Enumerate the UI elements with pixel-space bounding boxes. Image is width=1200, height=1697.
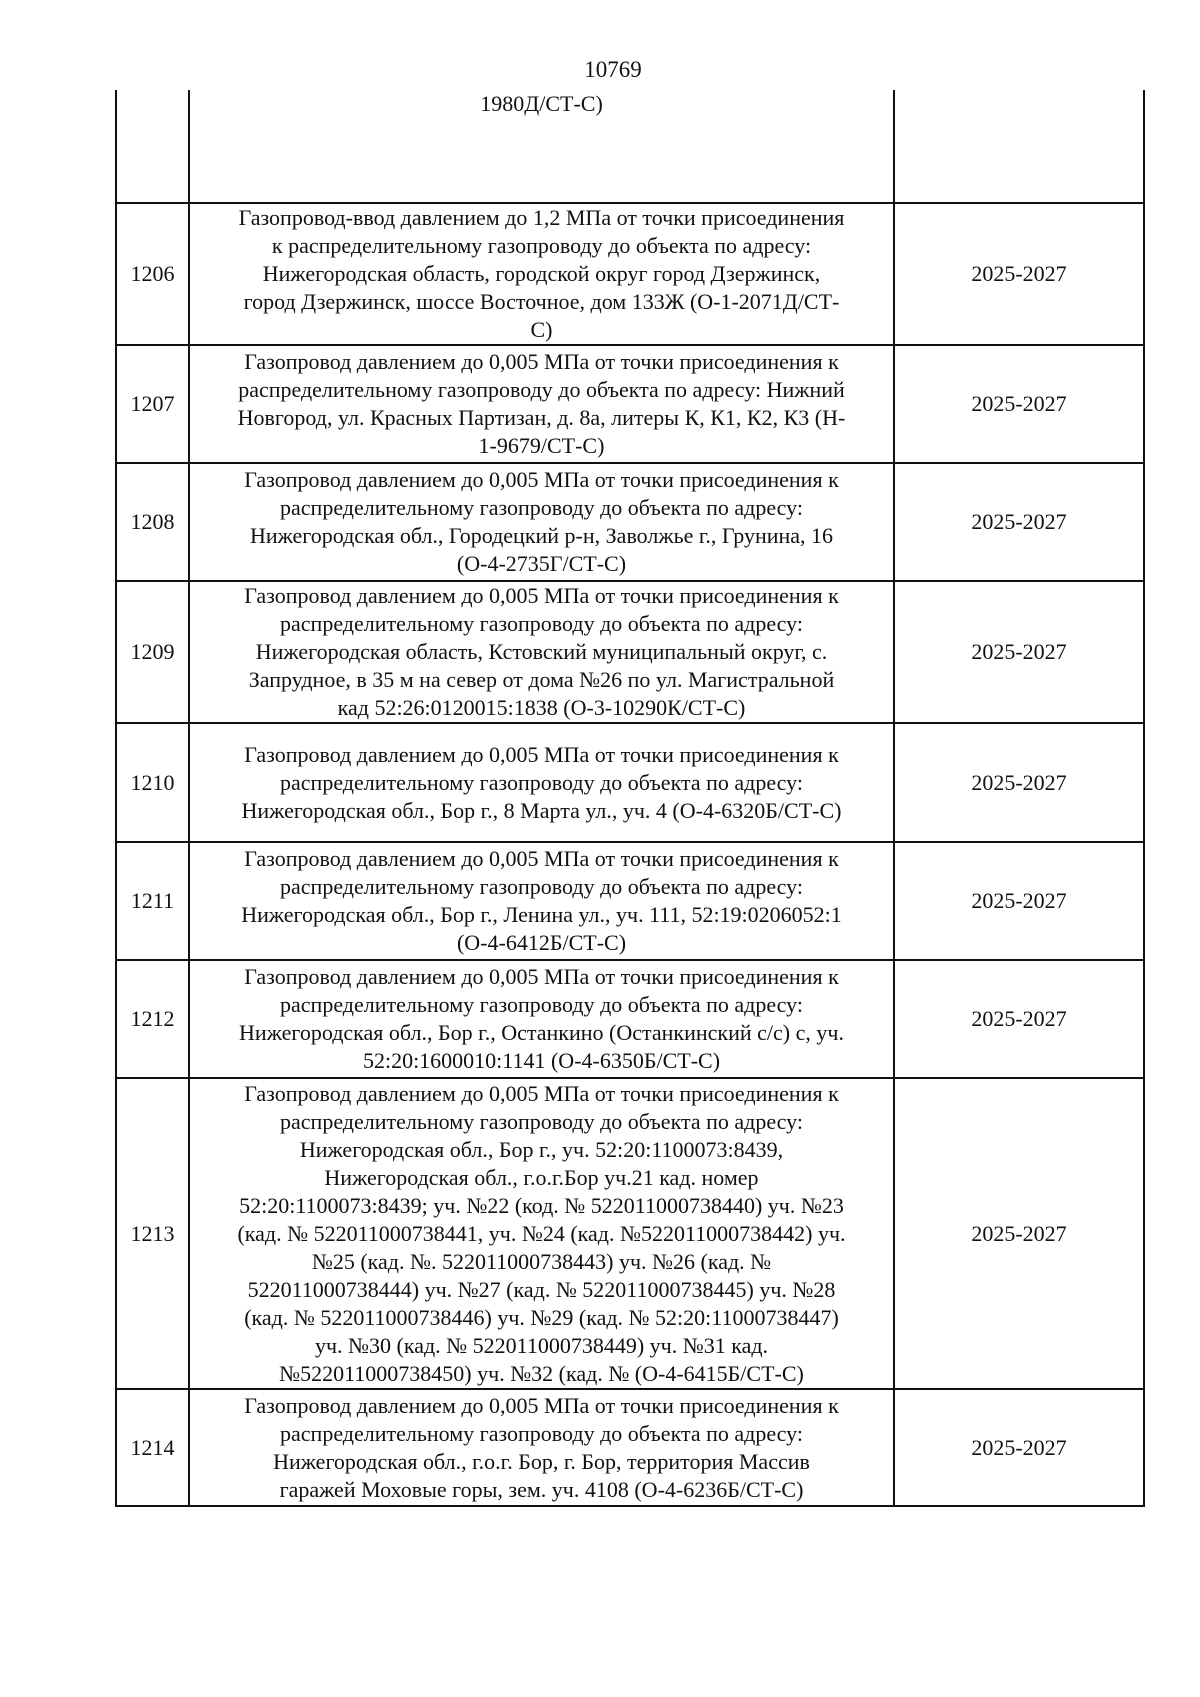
row-description-text: Газопровод давлением до 0,005 МПа от точки присоединения к распределительному газопроводу до объекта по адресу: Нижегородская область, Кстовский муниципальный округ, с. Запрудное, в 35 м на север от дома №26 по ул. Магистральной кад 52:26:0120015:1838 (О-3-10290К/СТ-С) — [244, 583, 839, 720]
row-period: 2025-2027 — [894, 345, 1144, 463]
row-number: 1209 — [116, 581, 189, 723]
row-description — [189, 203, 894, 345]
row-number: 1207 — [116, 345, 189, 463]
row-period: 2025-2027 — [894, 1389, 1144, 1506]
table-row — [116, 345, 1144, 463]
row-description-text: Газопровод давлением до 0,005 МПа от точки присоединения к распределительному газопроводу до объекта по адресу: Нижегородская обл., Городецкий р-н, Заволжье г., Грунина, 16 (О-4-2735Г/СТ-С) — [244, 467, 839, 576]
row-number: 1211 — [116, 842, 189, 960]
row-description — [189, 723, 894, 842]
row-number — [116, 90, 189, 203]
row-period: 2025-2027 — [894, 581, 1144, 723]
row-number: 1210 — [116, 723, 189, 842]
row-number: 1212 — [116, 960, 189, 1078]
row-number: 1214 — [116, 1389, 189, 1506]
row-description — [189, 960, 894, 1078]
row-description — [189, 1389, 894, 1506]
row-number: 1213 — [116, 1078, 189, 1389]
row-period: 2025-2027 — [894, 723, 1144, 842]
row-description-text: 1980Д/СТ-С) — [480, 91, 603, 116]
row-description-text: Газопровод давлением до 0,005 МПа от точки присоединения к распределительному газопроводу до объекта по адресу: Нижегородская обл., Бор г., Ленина ул., уч. 111, 52:19:0206052:1 (О-4-6412Б/СТ-С) — [241, 846, 842, 955]
objects-table — [115, 90, 1145, 1507]
page-number: 10769 — [584, 57, 642, 82]
row-description-text: Газопровод давлением до 0,005 МПа от точки присоединения к распределительному газопроводу до объекта по адресу: Нижегородская обл., Бор г., уч. 52:20:1100073:8439, Нижегородская обл., г.о.г.Бор уч.21 кад. номер 52:20:1100073:8439; уч. №22 (код. № 522011000738440) уч. №23 (кад. № 522011000738441, уч. №24 (кад. №522011000738442) уч. №25 (кад. №. 522011000738443) уч. №26 (кад. № 522011000738444) уч. №27 (кад. № 522011000738445) уч. №28 (кад. № 522011000738446) уч. №29 (кад. № 52:20:11000738447) уч. №30 (кад. № 522011000738449) уч. №31 кад. №522011000738450) уч. №32 (кад. № (О-4-6415Б/СТ-С) — [237, 1080, 846, 1386]
row-description-text: Газопровод давлением до 0,005 МПа от точки присоединения к распределительному газопроводу до объекта по адресу: Нижний Новгород, ул. Красных Партизан, д. 8а, литеры К, К1, К2, К3 (Н- 1-9679/СТ-С) — [237, 349, 846, 458]
row-period: 2025-2027 — [894, 203, 1144, 345]
row-description-text: Газопровод-ввод давлением до 1,2 МПа от точки присоединения к распределительному газопроводу до объекта по адресу: Нижегородская область, городской округ город Дзержинск, город Дзержинск, шоссе Восточное, дом 133Ж (О-1-2071Д/СТ- С) — [238, 205, 845, 342]
table-row — [116, 90, 1144, 203]
row-description — [189, 1078, 894, 1389]
row-period: 2025-2027 — [894, 463, 1144, 581]
row-period: 2025-2027 — [894, 1078, 1144, 1389]
table-row — [116, 1078, 1144, 1389]
row-number: 1208 — [116, 463, 189, 581]
table-row — [116, 960, 1144, 1078]
table-row — [116, 723, 1144, 842]
row-description — [189, 581, 894, 723]
row-period: 2025-2027 — [894, 960, 1144, 1078]
row-description — [189, 463, 894, 581]
row-number: 1206 — [116, 203, 189, 345]
row-period — [894, 90, 1144, 203]
row-description — [189, 90, 894, 203]
row-description-text: Газопровод давлением до 0,005 МПа от точки присоединения к распределительному газопроводу до объекта по адресу: Нижегородская обл., г.о.г. Бор, г. Бор, территория Массив гаражей Моховые горы, зем. уч. 4108 (О-4-6236Б/СТ-С) — [244, 1392, 839, 1502]
row-description-text: Газопровод давлением до 0,005 МПа от точки присоединения к распределительному газопроводу до объекта по адресу: Нижегородская обл., Бор г., Останкино (Останкинский с/с) с, уч. 52:20:1600010:1141 (О-4-6350Б/СТ-С) — [239, 964, 844, 1073]
table-row — [116, 203, 1144, 345]
table-row — [116, 842, 1144, 960]
row-description-text: Газопровод давлением до 0,005 МПа от точки присоединения к распределительному газопроводу до объекта по адресу: Нижегородская обл., Бор г., 8 Марта ул., уч. 4 (О-4-6320Б/СТ-С) — [241, 741, 842, 823]
table-row — [116, 581, 1144, 723]
row-description — [189, 842, 894, 960]
row-period: 2025-2027 — [894, 842, 1144, 960]
row-description — [189, 345, 894, 463]
table-row — [116, 1389, 1144, 1506]
table-row — [116, 463, 1144, 581]
